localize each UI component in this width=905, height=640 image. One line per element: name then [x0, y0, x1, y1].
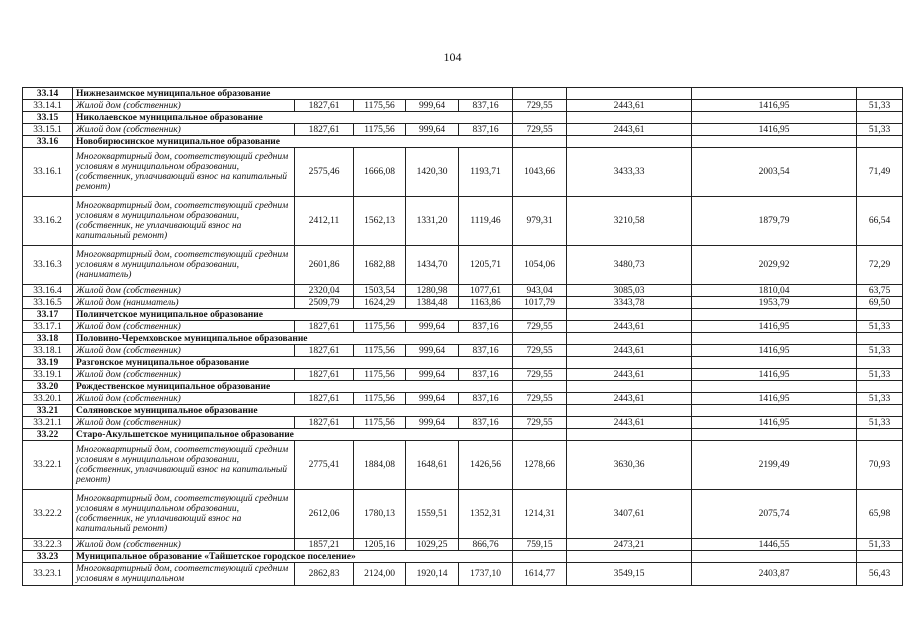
row-code: 33.21.1 [23, 417, 73, 429]
section-header-row [23, 429, 903, 441]
section-header-row [23, 381, 903, 393]
value-cell: 729,55 [513, 369, 567, 381]
value-cell: 729,55 [513, 393, 567, 405]
value-cell: 2320,04 [295, 285, 354, 297]
value-cell: 1434,70 [406, 246, 459, 285]
section-header-row [23, 309, 903, 321]
section-title: Половино-Черемховское муниципальное образование [73, 333, 513, 345]
row-code: 33.19.1 [23, 369, 73, 381]
value-cell: 1827,61 [295, 124, 354, 136]
value-cell: 1624,29 [354, 297, 406, 309]
table-row [23, 441, 903, 490]
table-row [23, 393, 903, 405]
value-cell: 66,54 [857, 197, 903, 246]
row-code: 33.18.1 [23, 345, 73, 357]
section-title: Старо-Акульшетское муниципальное образование [73, 429, 513, 441]
value-cell: 729,55 [513, 417, 567, 429]
empty-cell [513, 112, 567, 124]
row-description: Жилой дом (собственник) [73, 124, 295, 136]
value-cell: 2443,61 [567, 417, 692, 429]
value-cell: 1416,95 [692, 321, 857, 333]
section-title: Соляновское муниципальное образование [73, 405, 513, 417]
value-cell: 837,16 [459, 124, 513, 136]
value-cell: 2443,61 [567, 345, 692, 357]
value-cell: 51,33 [857, 321, 903, 333]
value-cell: 51,33 [857, 100, 903, 112]
value-cell: 2575,46 [295, 148, 354, 197]
row-code: 33.15.1 [23, 124, 73, 136]
table-row [23, 539, 903, 551]
row-code: 33.22.2 [23, 490, 73, 539]
value-cell: 1420,30 [406, 148, 459, 197]
value-cell: 1827,61 [295, 393, 354, 405]
table-row [23, 297, 903, 309]
empty-cell [513, 381, 567, 393]
value-cell: 2075,74 [692, 490, 857, 539]
table-row [23, 345, 903, 357]
value-cell: 3343,78 [567, 297, 692, 309]
section-code: 33.18 [23, 333, 73, 345]
value-cell: 837,16 [459, 393, 513, 405]
row-description: Многоквартирный дом, соответствующий средним условиям в муниципальном образовании, (собственник, не уплачивающий взнос на капитальный ремонт) [73, 490, 295, 539]
value-cell: 837,16 [459, 100, 513, 112]
row-code: 33.16.2 [23, 197, 73, 246]
empty-cell [513, 136, 567, 148]
value-cell: 1017,79 [513, 297, 567, 309]
table-row [23, 148, 903, 197]
value-cell: 1737,10 [459, 563, 513, 586]
value-cell: 51,33 [857, 345, 903, 357]
row-code: 33.16.5 [23, 297, 73, 309]
value-cell: 63,75 [857, 285, 903, 297]
value-cell: 1827,61 [295, 321, 354, 333]
empty-cell [857, 136, 903, 148]
page-number: 104 [443, 50, 462, 64]
value-cell: 1175,56 [354, 124, 406, 136]
empty-cell [513, 429, 567, 441]
empty-cell [692, 429, 857, 441]
value-cell: 1416,95 [692, 124, 857, 136]
empty-cell [857, 88, 903, 100]
section-title: Николаевское муниципальное образование [73, 112, 513, 124]
value-cell: 2003,54 [692, 148, 857, 197]
row-description: Жилой дом (собственник) [73, 345, 295, 357]
empty-cell [692, 309, 857, 321]
value-cell: 1682,88 [354, 246, 406, 285]
value-cell: 51,33 [857, 124, 903, 136]
table-row [23, 490, 903, 539]
value-cell: 837,16 [459, 345, 513, 357]
value-cell: 999,64 [406, 369, 459, 381]
value-cell: 2473,21 [567, 539, 692, 551]
value-cell: 2443,61 [567, 124, 692, 136]
value-cell: 1562,13 [354, 197, 406, 246]
value-cell: 1648,61 [406, 441, 459, 490]
row-code: 33.17.1 [23, 321, 73, 333]
value-cell: 1827,61 [295, 369, 354, 381]
value-cell: 2124,00 [354, 563, 406, 586]
table-row [23, 417, 903, 429]
section-header-row [23, 357, 903, 369]
row-code: 33.14.1 [23, 100, 73, 112]
value-cell: 837,16 [459, 321, 513, 333]
value-cell: 866,76 [459, 539, 513, 551]
table-row [23, 285, 903, 297]
value-cell: 1879,79 [692, 197, 857, 246]
empty-cell [857, 551, 903, 563]
value-cell: 1666,08 [354, 148, 406, 197]
value-cell: 1810,04 [692, 285, 857, 297]
value-cell: 1163,86 [459, 297, 513, 309]
empty-cell [513, 309, 567, 321]
value-cell: 1446,55 [692, 539, 857, 551]
row-description: Многоквартирный дом, соответствующий средним условиям в муниципальном образовании, (собственник, уплачивающий взнос на капитальный ремонт) [73, 148, 295, 197]
row-description: Многоквартирный дом, соответствующий средним условиям в муниципальном образовании, (собственник, уплачивающий взнос на капитальный ремонт) [73, 441, 295, 490]
empty-cell [567, 88, 692, 100]
value-cell: 1175,56 [354, 321, 406, 333]
value-cell: 1953,79 [692, 297, 857, 309]
row-description: Многоквартирный дом, соответствующий средним условиям в муниципальном образовании, (наниматель) [73, 246, 295, 285]
value-cell: 979,31 [513, 197, 567, 246]
value-cell: 2443,61 [567, 393, 692, 405]
empty-cell [857, 309, 903, 321]
value-cell: 759,15 [513, 539, 567, 551]
value-cell: 51,33 [857, 417, 903, 429]
row-code: 33.23.1 [23, 563, 73, 586]
row-description: Жилой дом (собственник) [73, 393, 295, 405]
section-code: 33.15 [23, 112, 73, 124]
value-cell: 1193,71 [459, 148, 513, 197]
empty-cell [513, 333, 567, 345]
empty-cell [513, 88, 567, 100]
empty-cell [567, 551, 692, 563]
empty-cell [692, 381, 857, 393]
empty-cell [857, 357, 903, 369]
table-row [23, 246, 903, 285]
section-header-row [23, 136, 903, 148]
value-cell: 65,98 [857, 490, 903, 539]
value-cell: 70,93 [857, 441, 903, 490]
section-header-row [23, 405, 903, 417]
empty-cell [692, 551, 857, 563]
value-cell: 3630,36 [567, 441, 692, 490]
value-cell: 1416,95 [692, 345, 857, 357]
value-cell: 1331,20 [406, 197, 459, 246]
value-cell: 943,04 [513, 285, 567, 297]
value-cell: 1827,61 [295, 100, 354, 112]
empty-cell [513, 405, 567, 417]
table-row [23, 563, 903, 586]
section-title: Нижнезаимское муниципальное образование [73, 88, 513, 100]
value-cell: 2412,11 [295, 197, 354, 246]
value-cell: 1827,61 [295, 345, 354, 357]
section-code: 33.16 [23, 136, 73, 148]
value-cell: 999,64 [406, 345, 459, 357]
value-cell: 2862,83 [295, 563, 354, 586]
value-cell: 1614,77 [513, 563, 567, 586]
empty-cell [567, 136, 692, 148]
value-cell: 999,64 [406, 417, 459, 429]
section-code: 33.19 [23, 357, 73, 369]
value-cell: 1029,25 [406, 539, 459, 551]
value-cell: 1175,56 [354, 369, 406, 381]
value-cell: 51,33 [857, 369, 903, 381]
empty-cell [567, 405, 692, 417]
empty-cell [692, 357, 857, 369]
table-row [23, 321, 903, 333]
row-description: Жилой дом (собственник) [73, 285, 295, 297]
value-cell: 837,16 [459, 369, 513, 381]
section-title: Новобирюсинское муниципальное образование [73, 136, 513, 148]
value-cell: 2443,61 [567, 321, 692, 333]
section-code: 33.17 [23, 309, 73, 321]
value-cell: 3433,33 [567, 148, 692, 197]
value-cell: 2443,61 [567, 369, 692, 381]
value-cell: 837,16 [459, 417, 513, 429]
value-cell: 1884,08 [354, 441, 406, 490]
row-description: Жилой дом (собственник) [73, 417, 295, 429]
row-code: 33.20.1 [23, 393, 73, 405]
value-cell: 999,64 [406, 100, 459, 112]
empty-cell [513, 551, 567, 563]
value-cell: 1205,16 [354, 539, 406, 551]
value-cell: 3210,58 [567, 197, 692, 246]
row-description: Жилой дом (собственник) [73, 321, 295, 333]
empty-cell [567, 381, 692, 393]
value-cell: 71,49 [857, 148, 903, 197]
value-cell: 729,55 [513, 345, 567, 357]
value-cell: 2601,86 [295, 246, 354, 285]
value-cell: 1054,06 [513, 246, 567, 285]
value-cell: 3480,73 [567, 246, 692, 285]
empty-cell [857, 333, 903, 345]
empty-cell [567, 357, 692, 369]
value-cell: 1175,56 [354, 393, 406, 405]
table-row [23, 124, 903, 136]
value-cell: 999,64 [406, 124, 459, 136]
section-title: Полинчетское муниципальное образование [73, 309, 513, 321]
section-header-row [23, 112, 903, 124]
empty-cell [567, 429, 692, 441]
empty-cell [692, 136, 857, 148]
value-cell: 69,50 [857, 297, 903, 309]
section-title: Разгонское муниципальное образование [73, 357, 513, 369]
row-description: Жилой дом (собственник) [73, 539, 295, 551]
section-code: 33.21 [23, 405, 73, 417]
empty-cell [692, 88, 857, 100]
row-description: Многоквартирный дом, соответствующий средним условиям в муниципальном [73, 563, 295, 586]
value-cell: 1416,95 [692, 393, 857, 405]
value-cell: 1278,66 [513, 441, 567, 490]
table-row [23, 369, 903, 381]
row-description: Жилой дом (собственник) [73, 100, 295, 112]
value-cell: 3549,15 [567, 563, 692, 586]
tariff-table [22, 87, 903, 586]
table-body [23, 88, 903, 586]
value-cell: 1416,95 [692, 417, 857, 429]
section-code: 33.23 [23, 551, 73, 563]
value-cell: 999,64 [406, 321, 459, 333]
empty-cell [692, 405, 857, 417]
section-code: 33.14 [23, 88, 73, 100]
value-cell: 3407,61 [567, 490, 692, 539]
row-code: 33.22.3 [23, 539, 73, 551]
empty-cell [567, 309, 692, 321]
row-code: 33.22.1 [23, 441, 73, 490]
value-cell: 1352,31 [459, 490, 513, 539]
value-cell: 1857,21 [295, 539, 354, 551]
value-cell: 51,33 [857, 539, 903, 551]
value-cell: 729,55 [513, 100, 567, 112]
value-cell: 2509,79 [295, 297, 354, 309]
value-cell: 1559,51 [406, 490, 459, 539]
row-code: 33.16.1 [23, 148, 73, 197]
row-description: Многоквартирный дом, соответствующий средним условиям в муниципальном образовании, (собственник, не уплачивающий взнос на капитальный ремонт) [73, 197, 295, 246]
value-cell: 2029,92 [692, 246, 857, 285]
value-cell: 72,29 [857, 246, 903, 285]
value-cell: 999,64 [406, 393, 459, 405]
empty-cell [567, 333, 692, 345]
empty-cell [567, 112, 692, 124]
value-cell: 1280,98 [406, 285, 459, 297]
row-code: 33.16.4 [23, 285, 73, 297]
empty-cell [857, 381, 903, 393]
value-cell: 1205,71 [459, 246, 513, 285]
row-description: Жилой дом (наниматель) [73, 297, 295, 309]
value-cell: 2443,61 [567, 100, 692, 112]
value-cell: 1780,13 [354, 490, 406, 539]
empty-cell [857, 405, 903, 417]
value-cell: 1214,31 [513, 490, 567, 539]
value-cell: 2199,49 [692, 441, 857, 490]
table-row [23, 197, 903, 246]
empty-cell [692, 112, 857, 124]
value-cell: 1416,95 [692, 100, 857, 112]
empty-cell [692, 333, 857, 345]
value-cell: 1416,95 [692, 369, 857, 381]
value-cell: 1175,56 [354, 345, 406, 357]
section-code: 33.20 [23, 381, 73, 393]
value-cell: 1384,48 [406, 297, 459, 309]
value-cell: 2612,06 [295, 490, 354, 539]
value-cell: 729,55 [513, 321, 567, 333]
value-cell: 1920,14 [406, 563, 459, 586]
row-description: Жилой дом (собственник) [73, 369, 295, 381]
value-cell: 1827,61 [295, 417, 354, 429]
empty-cell [513, 357, 567, 369]
empty-cell [857, 429, 903, 441]
value-cell: 729,55 [513, 124, 567, 136]
value-cell: 51,33 [857, 393, 903, 405]
value-cell: 3085,03 [567, 285, 692, 297]
section-header-row [23, 333, 903, 345]
section-header-row [23, 551, 903, 563]
value-cell: 1503,54 [354, 285, 406, 297]
section-title: Рождественское муниципальное образование [73, 381, 513, 393]
value-cell: 1175,56 [354, 417, 406, 429]
value-cell: 2775,41 [295, 441, 354, 490]
empty-cell [857, 112, 903, 124]
value-cell: 1119,46 [459, 197, 513, 246]
value-cell: 1175,56 [354, 100, 406, 112]
value-cell: 1077,61 [459, 285, 513, 297]
section-title: Муниципальное образование «Тайшетское городское поселение» [73, 551, 513, 563]
row-code: 33.16.3 [23, 246, 73, 285]
value-cell: 1426,56 [459, 441, 513, 490]
table-row [23, 100, 903, 112]
section-code: 33.22 [23, 429, 73, 441]
value-cell: 56,43 [857, 563, 903, 586]
value-cell: 1043,66 [513, 148, 567, 197]
section-header-row [23, 88, 903, 100]
value-cell: 2403,87 [692, 563, 857, 586]
